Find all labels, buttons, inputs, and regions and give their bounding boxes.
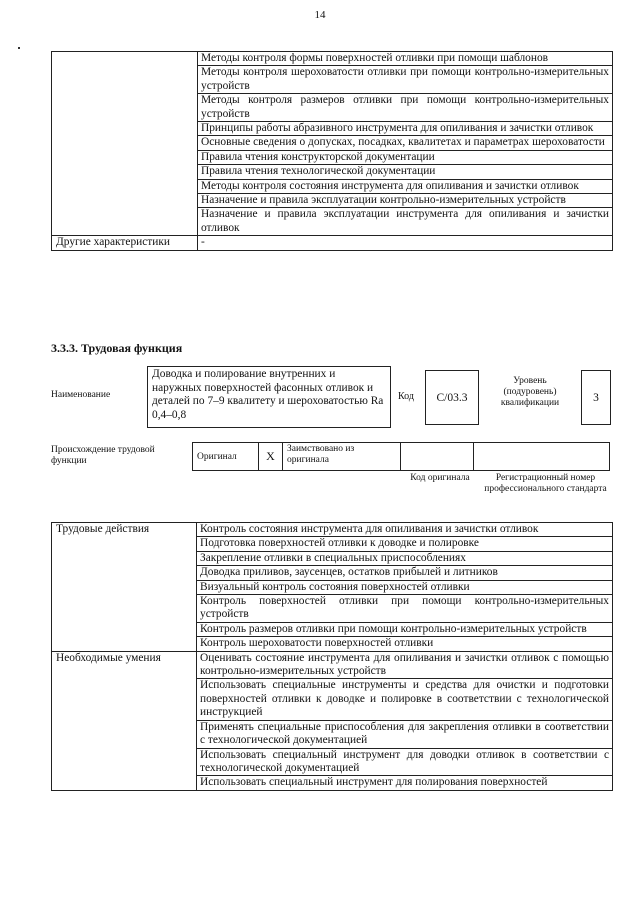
knowledge-item: Принципы работы абразивного инструмента для опиливания и зачистки отливок [198, 122, 613, 136]
skill-item: Использовать специальные инструменты и средства для очистки и подготовки поверхностей отливки к доводке и полировке в соответствии с технологической инструкцией [197, 679, 613, 720]
original-mark: X [259, 443, 283, 470]
code-label: Код [398, 391, 414, 402]
action-item: Подготовка поверхностей отливки к доводке и полировке [197, 537, 613, 551]
code-original-cell [401, 443, 474, 470]
knowledge-item: Основные сведения о допусках, посадках, квалитетах и параметрах шероховатости [198, 136, 613, 150]
action-item: Контроль шероховатости поверхностей отливки [197, 637, 613, 651]
other-characteristics-label: Другие характеристики [52, 236, 198, 250]
page-number: 14 [314, 9, 326, 21]
code-original-label: Код оригинала [410, 473, 470, 483]
function-name-box: Доводка и полирование внутренних и наружных поверхностей фасонных отливок и деталей по 7–9 квалитету и шероховатостью Ra 0,4–0,8 [147, 366, 391, 428]
knowledge-item: Правила чтения технологической документации [198, 165, 613, 179]
action-item: Закрепление отливки в специальных приспособлениях [197, 551, 613, 565]
section-title: 3.3.3. Трудовая функция [51, 341, 183, 355]
skill-item: Применять специальные приспособления для закрепления отливки в соответствии с технологической документацией [197, 720, 613, 748]
origin-label: Происхождение трудовой функции [51, 445, 155, 466]
knowledge-item: Методы контроля формы поверхностей отливки при помощи шаблонов [198, 52, 613, 66]
skill-item: Использовать специальный инструмент для полирования поверхностей [197, 776, 613, 790]
other-characteristics-value: - [198, 236, 613, 250]
level-value-box: 3 [581, 370, 611, 425]
reg-number-cell [474, 443, 609, 470]
action-item: Контроль состояния инструмента для опиливания и зачистки отливок [197, 523, 613, 537]
scan-mark [18, 47, 20, 49]
name-label: Наименование [51, 390, 111, 400]
skills-label: Необходимые умения [52, 651, 197, 790]
knowledge-item: Методы контроля размеров отливки при помощи контрольно-измерительных устройств [198, 94, 613, 122]
knowledge-item: Методы контроля состояния инструмента для опиливания и зачистки отливок [198, 179, 613, 193]
level-label: Уровень (подуровень) квалификации [500, 376, 560, 408]
skill-item: Использовать специальный инструмент для доводки отливок в соответствии с технологической документацией [197, 748, 613, 776]
action-item: Визуальный контроль состояния поверхностей отливки [197, 580, 613, 594]
knowledge-table [51, 51, 613, 251]
origin-row [192, 442, 610, 471]
action-item: Контроль поверхностей отливки при помощи контрольно-измерительных устройств [197, 595, 613, 623]
knowledge-item: Методы контроля шероховатости отливки при помощи контрольно-измерительных устройств [198, 66, 613, 94]
original-label: Оригинал [193, 443, 259, 470]
knowledge-item: Назначение и правила эксплуатации инструмента для опиливания и зачистки отливок [198, 208, 613, 236]
reg-number-label: Регистрационный номер профессионального стандарта [484, 473, 607, 494]
code-value-box: C/03.3 [425, 370, 479, 425]
labor-table [51, 522, 613, 791]
action-item: Доводка приливов, заусенцев, остатков прибылей и литников [197, 566, 613, 580]
knowledge-item: Правила чтения конструкторской документации [198, 150, 613, 164]
action-item: Контроль размеров отливки при помощи контрольно-измерительных устройств [197, 622, 613, 636]
borrowed-label: Заимствовано из оригинала [283, 443, 401, 470]
actions-label: Трудовые действия [52, 523, 197, 652]
knowledge-item: Назначение и правила эксплуатации контрольно-измерительных устройств [198, 194, 613, 208]
knowledge-label-cell [52, 52, 198, 236]
skill-item: Оценивать состояние инструмента для опиливания и зачистки отливок с помощью контрольно-измерительных устройств [197, 651, 613, 679]
